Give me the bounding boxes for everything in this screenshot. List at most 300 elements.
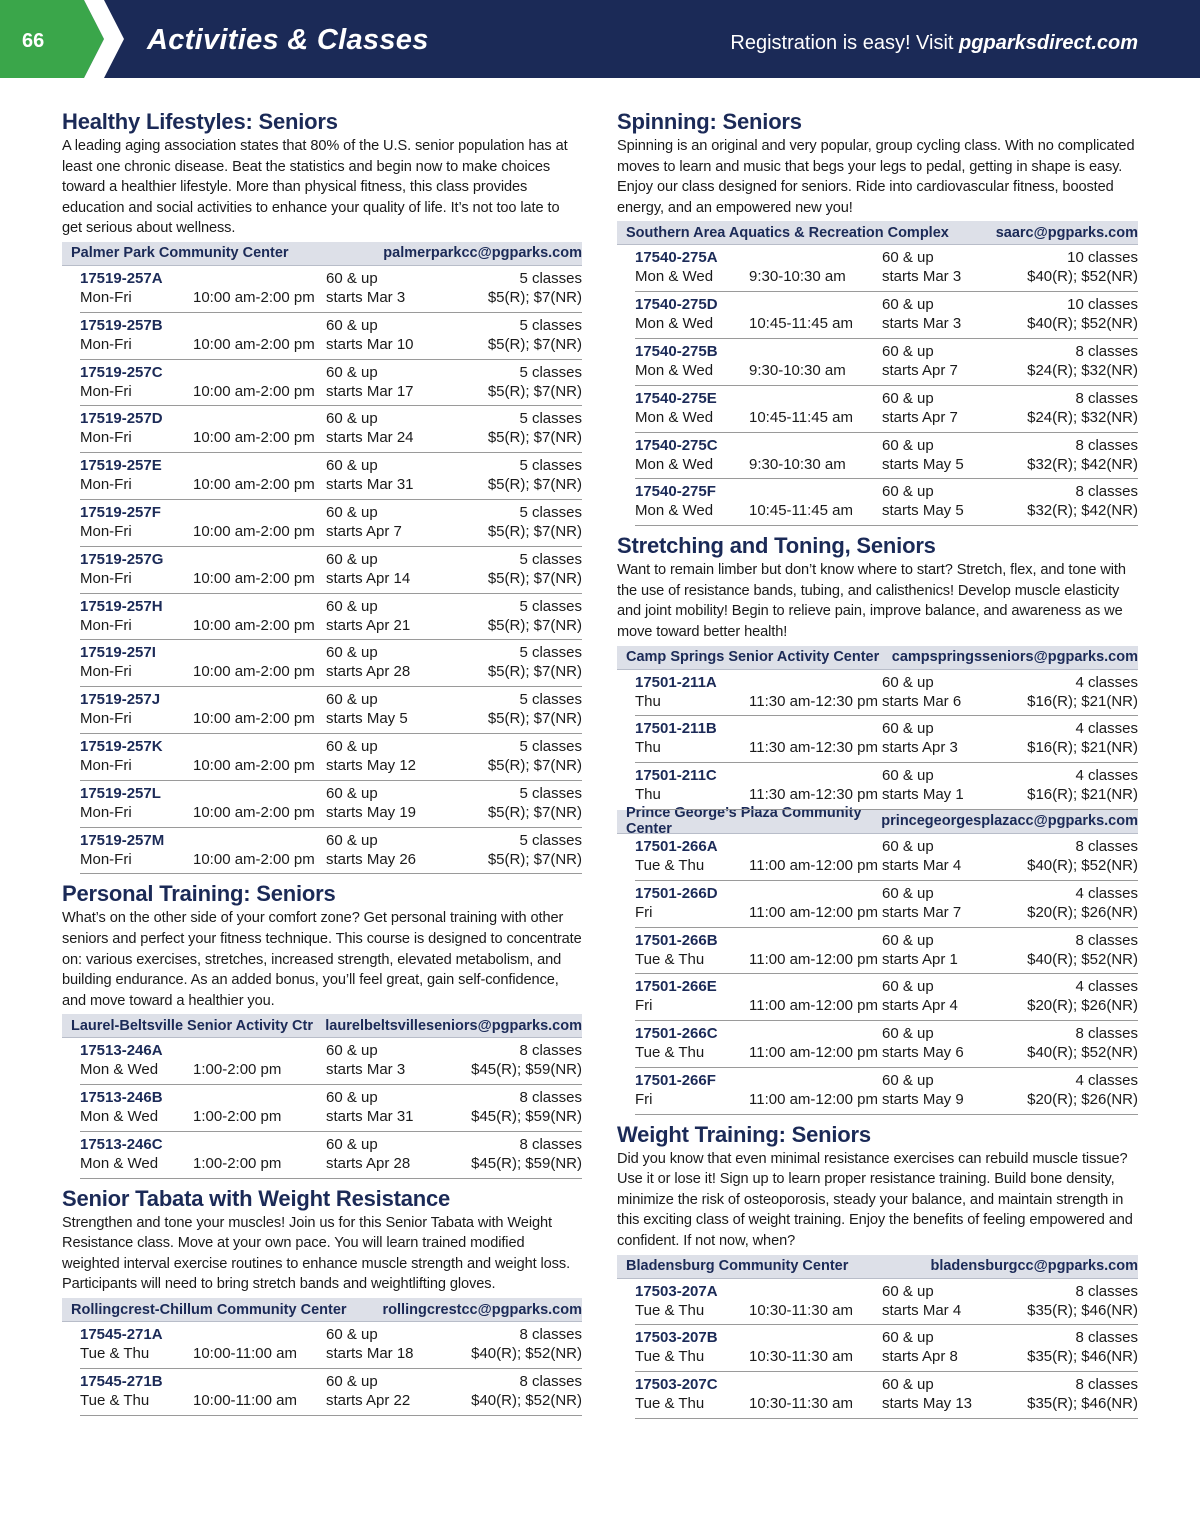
class-row: [80, 313, 582, 360]
class-start-date: starts Mar 6: [882, 692, 962, 710]
class-row: [635, 974, 1138, 1021]
class-time: 11:00 am-12:00 pm: [749, 950, 878, 968]
class-row: [80, 547, 582, 594]
class-code: 17501-266F: [635, 1071, 716, 1089]
class-count: 8 classes: [519, 1135, 582, 1153]
center-email-link[interactable]: saarc@pgparks.com: [995, 224, 1138, 241]
class-age: 60 & up: [882, 483, 934, 501]
class-count: 10 classes: [1067, 296, 1138, 314]
class-time: 10:45-11:45 am: [749, 408, 853, 426]
class-count: 8 classes: [1075, 1282, 1138, 1300]
class-days: Mon-Fri: [80, 476, 132, 494]
class-fee: $45(R); $59(NR): [471, 1061, 582, 1079]
class-age: 60 & up: [882, 1025, 934, 1043]
class-code: 17519-257A: [80, 269, 163, 287]
class-row: [635, 479, 1138, 526]
class-age: 60 & up: [882, 296, 934, 314]
class-time: 10:00 am-2:00 pm: [193, 850, 315, 868]
page-tab-arrow-icon: [0, 0, 124, 78]
class-code: 17519-257B: [80, 316, 163, 334]
class-days: Mon & Wed: [635, 502, 714, 520]
class-fee: $40(R); $52(NR): [1027, 315, 1138, 333]
class-start-date: starts Apr 14: [326, 569, 411, 587]
class-row: [635, 834, 1138, 881]
class-row: [635, 1021, 1138, 1068]
class-age: 60 & up: [326, 644, 378, 662]
class-count: 5 classes: [519, 784, 582, 802]
class-age: 60 & up: [882, 837, 934, 855]
class-days: Fri: [635, 997, 653, 1015]
class-days: Mon & Wed: [80, 1108, 159, 1126]
class-count: 4 classes: [1075, 884, 1138, 902]
class-row: [635, 928, 1138, 975]
class-count: 5 classes: [519, 737, 582, 755]
class-days: Mon-Fri: [80, 569, 132, 587]
class-age: 60 & up: [326, 550, 378, 568]
class-start-date: starts Mar 24: [326, 429, 414, 447]
class-row: [80, 453, 582, 500]
class-days: Tue & Thu: [635, 1044, 705, 1062]
class-row: [635, 245, 1138, 292]
class-count: 8 classes: [519, 1326, 582, 1344]
class-start-date: starts Apr 22: [326, 1391, 411, 1409]
class-code: 17540-275D: [635, 296, 718, 314]
section-description: What’s on the other side of your comfort zone? Get personal training with other seniors and perfect your fitness technique. This course is designed to concentrate on: various exercises, stretches, increased strength, elevated metabolism, and building endurance. As an added bonus, you’ll feel great, gain self-confidence, and move toward a healthier you.: [62, 910, 582, 1009]
class-age: 60 & up: [882, 1376, 934, 1394]
class-section: [62, 880, 582, 1178]
class-table: [80, 266, 582, 874]
section-title: Healthy Lifestyles: Seniors: [62, 109, 338, 134]
class-fee: $5(R); $7(NR): [487, 803, 582, 821]
class-start-date: starts Mar 31: [326, 476, 414, 494]
class-count: 5 classes: [519, 597, 582, 615]
class-row: [80, 1085, 582, 1132]
section-description: A leading aging association states that 80% of the U.S. senior population has at least one chronic disease. Beat the statistics and begin now to make choices toward a healthier lifestyle. More than physical fitness, this class provides education and social activities to enhance your quality of life. It’s not too late to get serious about wellness.: [62, 138, 568, 237]
center-header: [62, 1014, 582, 1038]
class-time: 10:45-11:45 am: [749, 315, 853, 333]
class-age: 60 & up: [882, 931, 934, 949]
center-header: [62, 1298, 582, 1322]
class-start-date: starts Mar 10: [326, 335, 414, 353]
center-name: Prince George’s Plaza Community Center: [626, 805, 862, 838]
class-section: [62, 1185, 582, 1416]
class-count: 8 classes: [1075, 1025, 1138, 1043]
class-code: 17545-271B: [80, 1372, 163, 1390]
class-count: 8 classes: [1075, 483, 1138, 501]
class-age: 60 & up: [882, 1282, 934, 1300]
class-fee: $20(R); $26(NR): [1027, 1090, 1138, 1108]
class-row: [80, 1038, 582, 1085]
class-row: [635, 386, 1138, 433]
class-count: 5 classes: [519, 831, 582, 849]
class-age: 60 & up: [882, 342, 934, 360]
class-code: 17513-246C: [80, 1135, 163, 1153]
class-row: [635, 1372, 1138, 1419]
class-time: 10:00 am-2:00 pm: [193, 382, 315, 400]
class-time: 1:00-2:00 pm: [193, 1108, 282, 1126]
class-days: Mon & Wed: [635, 268, 714, 286]
class-count: 5 classes: [519, 410, 582, 428]
class-count: 4 classes: [1075, 720, 1138, 738]
class-time: 11:00 am-12:00 pm: [749, 1044, 878, 1062]
class-time: 10:00-11:00 am: [193, 1345, 297, 1363]
class-fee: $40(R); $52(NR): [1027, 1044, 1138, 1062]
class-count: 4 classes: [1075, 673, 1138, 691]
class-start-date: starts May 6: [882, 1044, 964, 1062]
section-description: Strengthen and tone your muscles! Join us for this Senior Tabata with Weight Resistance class. Move at your own pace. You will learn trained modified weighted interval exercise routines to enhance muscle strength and weight loss. Participants will need to bring stretch bands and weightlifting gloves.: [62, 1214, 571, 1293]
center-name: Palmer Park Community Center: [71, 245, 289, 262]
class-time: 11:00 am-12:00 pm: [749, 903, 878, 921]
class-start-date: starts Apr 8: [882, 1348, 958, 1366]
class-age: 60 & up: [326, 410, 378, 428]
class-fee: $20(R); $26(NR): [1027, 997, 1138, 1015]
class-fee: $32(R); $42(NR): [1027, 502, 1138, 520]
class-fee: $5(R); $7(NR): [487, 288, 582, 306]
class-days: Tue & Thu: [635, 950, 705, 968]
center-header: [617, 221, 1138, 245]
class-age: 60 & up: [882, 720, 934, 738]
class-time: 10:00 am-2:00 pm: [193, 335, 315, 353]
class-code: 17519-257J: [80, 691, 161, 709]
class-fee: $24(R); $32(NR): [1027, 361, 1138, 379]
class-time: 10:00 am-2:00 pm: [193, 710, 315, 728]
class-code: 17501-211C: [635, 767, 717, 785]
class-row: [635, 1279, 1138, 1326]
class-start-date: starts May 9: [882, 1090, 964, 1108]
class-fee: $20(R); $26(NR): [1027, 903, 1138, 921]
class-days: Thu: [635, 786, 661, 804]
class-code: 17519-257H: [80, 597, 163, 615]
class-count: 10 classes: [1067, 249, 1138, 267]
class-row: [80, 1322, 582, 1369]
class-code: 17519-257L: [80, 784, 161, 802]
class-days: Thu: [635, 739, 661, 757]
class-fee: $35(R); $46(NR): [1027, 1395, 1138, 1413]
class-time: 10:00 am-2:00 pm: [193, 756, 315, 774]
class-time: 1:00-2:00 pm: [193, 1154, 282, 1172]
class-row: [80, 406, 582, 453]
class-row: [80, 781, 582, 828]
class-days: Mon-Fri: [80, 382, 132, 400]
class-days: Mon & Wed: [80, 1154, 159, 1172]
class-days: Mon-Fri: [80, 288, 132, 306]
class-row: [80, 1369, 582, 1416]
class-time: 10:00 am-2:00 pm: [193, 429, 315, 447]
class-start-date: starts Apr 7: [326, 522, 402, 540]
class-age: 60 & up: [882, 673, 934, 691]
class-fee: $35(R); $46(NR): [1027, 1301, 1138, 1319]
class-code: 17501-211B: [635, 720, 717, 738]
class-time: 10:30-11:30 am: [749, 1395, 853, 1413]
class-fee: $5(R); $7(NR): [487, 335, 582, 353]
class-count: 8 classes: [1075, 342, 1138, 360]
class-code: 17519-257K: [80, 737, 163, 755]
section-title: Stretching and Toning, Seniors: [617, 533, 936, 559]
class-fee: $40(R); $52(NR): [1027, 950, 1138, 968]
class-fee: $16(R); $21(NR): [1027, 739, 1138, 757]
class-count: 8 classes: [1075, 436, 1138, 454]
class-age: 60 & up: [326, 1042, 378, 1060]
class-start-date: starts Mar 17: [326, 382, 414, 400]
class-count: 8 classes: [1075, 837, 1138, 855]
class-count: 8 classes: [519, 1089, 582, 1107]
class-age: 60 & up: [882, 1071, 934, 1089]
class-count: 5 classes: [519, 503, 582, 521]
center-email-link[interactable]: palmerparkcc@pgparks.com: [383, 245, 582, 262]
center-email-link[interactable]: bladensburgcc@pgparks.com: [930, 1258, 1138, 1275]
class-row: [635, 670, 1138, 717]
class-fee: $40(R); $52(NR): [1027, 268, 1138, 286]
class-fee: $5(R); $7(NR): [487, 616, 582, 634]
class-start-date: starts May 26: [326, 850, 417, 868]
class-days: Thu: [635, 692, 661, 710]
class-days: Tue & Thu: [80, 1345, 150, 1363]
class-code: 17503-207B: [635, 1329, 718, 1347]
class-count: 5 classes: [519, 457, 582, 475]
class-row: [80, 266, 582, 313]
class-row: [635, 1325, 1138, 1372]
class-age: 60 & up: [326, 737, 378, 755]
class-code: 17519-257M: [80, 831, 165, 849]
registration-note: [730, 32, 1138, 55]
class-code: 17501-266A: [635, 837, 718, 855]
class-days: Tue & Thu: [635, 856, 705, 874]
class-row: [80, 687, 582, 734]
class-age: 60 & up: [882, 767, 934, 785]
class-code: 17501-266D: [635, 884, 718, 902]
section-description: Spinning is an original and very popular, group cycling class. With no complicated moves to learn and music that begs your legs to pedal, getting in shape is easy. Enjoy our class designed for seniors. Ride into cardiovascular fitness, boosted energy, and an empowered new you!: [617, 138, 1135, 216]
class-start-date: starts Apr 7: [882, 361, 958, 379]
class-row: [635, 716, 1138, 763]
class-fee: $5(R); $7(NR): [487, 850, 582, 868]
class-start-date: starts Mar 31: [326, 1108, 414, 1126]
class-count: 8 classes: [1075, 931, 1138, 949]
class-count: 8 classes: [519, 1042, 582, 1060]
class-start-date: starts May 5: [882, 502, 964, 520]
class-age: 60 & up: [882, 436, 934, 454]
class-start-date: starts Mar 18: [326, 1345, 414, 1363]
class-start-date: starts Apr 28: [326, 663, 411, 681]
class-start-date: starts Apr 4: [882, 997, 958, 1015]
class-table: [635, 834, 1138, 1115]
class-start-date: starts May 5: [882, 455, 964, 473]
class-days: Fri: [635, 1090, 653, 1108]
class-row: [80, 828, 582, 875]
class-age: 60 & up: [326, 1372, 378, 1390]
class-fee: $5(R); $7(NR): [487, 382, 582, 400]
center-email-link[interactable]: laurelbeltsvilleseniors@pgparks.com: [325, 1017, 582, 1034]
class-code: 17519-257D: [80, 410, 163, 428]
class-time: 10:30-11:30 am: [749, 1301, 853, 1319]
class-days: Mon & Wed: [635, 408, 714, 426]
class-start-date: starts Mar 3: [326, 1061, 406, 1079]
class-count: 5 classes: [519, 316, 582, 334]
class-time: 10:30-11:30 am: [749, 1348, 853, 1366]
class-code: 17519-257F: [80, 503, 161, 521]
class-code: 17501-266C: [635, 1025, 718, 1043]
class-time: 9:30-10:30 am: [749, 361, 846, 379]
class-row: [635, 433, 1138, 480]
page-number: 66: [22, 30, 45, 52]
class-fee: $35(R); $46(NR): [1027, 1348, 1138, 1366]
class-time: 9:30-10:30 am: [749, 455, 846, 473]
class-age: 60 & up: [326, 691, 378, 709]
center-name: Bladensburg Community Center: [626, 1258, 849, 1275]
class-code: 17503-207C: [635, 1376, 718, 1394]
section-description: Did you know that even minimal resistance exercises can rebuild muscle tissue? Use it or lose it! Sign up to learn proper resistance training. Build bone density, minimize the risk of osteoporosis, steady your balance, and maintain strength in this exciting class of weight training. Enjoy the benefits of feeling empowered and confident. If not now, when?: [617, 1150, 1133, 1250]
class-fee: $45(R); $59(NR): [471, 1154, 582, 1172]
class-days: Mon-Fri: [80, 429, 132, 447]
class-age: 60 & up: [882, 389, 934, 407]
class-age: 60 & up: [326, 503, 378, 521]
center-header: [617, 1255, 1138, 1279]
class-days: Mon-Fri: [80, 850, 132, 868]
class-count: 4 classes: [1075, 978, 1138, 996]
class-start-date: starts Mar 7: [882, 903, 962, 921]
class-count: 5 classes: [519, 550, 582, 568]
section-title: Spinning: Seniors: [617, 109, 802, 134]
page-title: Activities & Classes: [147, 24, 429, 56]
class-row: [80, 734, 582, 781]
class-time: 11:30 am-12:30 pm: [749, 692, 878, 710]
class-count: 8 classes: [1075, 1329, 1138, 1347]
class-code: 17540-275A: [635, 249, 718, 267]
class-days: Mon-Fri: [80, 522, 132, 540]
center-name: Southern Area Aquatics & Recreation Complex: [626, 224, 949, 241]
class-count: 4 classes: [1075, 1071, 1138, 1089]
class-table: [635, 1279, 1138, 1419]
class-fee: $45(R); $59(NR): [471, 1108, 582, 1126]
class-fee: $5(R); $7(NR): [487, 710, 582, 728]
class-fee: $5(R); $7(NR): [487, 476, 582, 494]
class-days: Mon-Fri: [80, 756, 132, 774]
class-code: 17540-275C: [635, 436, 718, 454]
class-count: 5 classes: [519, 691, 582, 709]
section-title: Weight Training: Seniors: [617, 1121, 871, 1147]
class-fee: $32(R); $42(NR): [1027, 455, 1138, 473]
right-column: [617, 108, 1138, 1425]
class-count: 8 classes: [1075, 389, 1138, 407]
class-time: 9:30-10:30 am: [749, 268, 846, 286]
class-fee: $40(R); $52(NR): [1027, 856, 1138, 874]
class-days: Mon & Wed: [635, 315, 714, 333]
class-start-date: starts May 13: [882, 1395, 973, 1413]
center-email-link[interactable]: campspringsseniors@pgparks.com: [891, 649, 1138, 666]
class-code: 17519-257I: [80, 644, 156, 662]
page-number-tab: [0, 0, 124, 78]
class-days: Mon & Wed: [635, 455, 714, 473]
class-section: [62, 108, 582, 874]
class-code: 17501-211A: [635, 673, 717, 691]
class-time: 10:00 am-2:00 pm: [193, 663, 315, 681]
class-days: Mon & Wed: [80, 1061, 159, 1079]
class-count: 8 classes: [519, 1372, 582, 1390]
class-code: 17501-266E: [635, 978, 717, 996]
center-name: Rollingcrest-Chillum Community Center: [71, 1301, 347, 1318]
class-days: Tue & Thu: [80, 1391, 150, 1409]
class-code: 17501-266B: [635, 931, 718, 949]
class-fee: $16(R); $21(NR): [1027, 786, 1138, 804]
class-time: 10:45-11:45 am: [749, 502, 853, 520]
class-fee: $5(R); $7(NR): [487, 569, 582, 587]
class-days: Mon-Fri: [80, 803, 132, 821]
class-time: 10:00 am-2:00 pm: [193, 522, 315, 540]
class-code: 17519-257E: [80, 457, 162, 475]
class-time: 10:00 am-2:00 pm: [193, 288, 315, 306]
class-fee: $16(R); $21(NR): [1027, 692, 1138, 710]
class-start-date: starts Mar 3: [882, 268, 962, 286]
class-age: 60 & up: [882, 884, 934, 902]
class-section: [617, 108, 1138, 526]
class-days: Tue & Thu: [635, 1301, 705, 1319]
class-time: 10:00 am-2:00 pm: [193, 803, 315, 821]
class-time: 10:00-11:00 am: [193, 1391, 297, 1409]
class-row: [635, 292, 1138, 339]
center-email-link[interactable]: rollingcrestcc@pgparks.com: [382, 1301, 582, 1318]
class-section: [617, 532, 1138, 1115]
class-count: 5 classes: [519, 644, 582, 662]
class-start-date: starts May 12: [326, 756, 417, 774]
class-code: 17513-246B: [80, 1089, 163, 1107]
class-row: [635, 339, 1138, 386]
center-header: [62, 242, 582, 266]
class-count: 5 classes: [519, 363, 582, 381]
class-time: 11:00 am-12:00 pm: [749, 997, 878, 1015]
left-column: [62, 108, 582, 1422]
class-fee: $40(R); $52(NR): [471, 1345, 582, 1363]
class-table: [635, 245, 1138, 526]
class-days: Mon-Fri: [80, 663, 132, 681]
class-time: 10:00 am-2:00 pm: [193, 616, 315, 634]
class-fee: $40(R); $52(NR): [471, 1391, 582, 1409]
class-time: 1:00-2:00 pm: [193, 1061, 282, 1079]
center-name: Laurel-Beltsville Senior Activity Ctr: [71, 1017, 314, 1034]
class-age: 60 & up: [882, 978, 934, 996]
class-start-date: starts Mar 4: [882, 1301, 962, 1319]
class-age: 60 & up: [326, 597, 378, 615]
class-start-date: starts Apr 21: [326, 616, 411, 634]
class-time: 10:00 am-2:00 pm: [193, 476, 315, 494]
class-days: Mon & Wed: [635, 361, 714, 379]
class-row: [80, 1132, 582, 1179]
class-code: 17540-275E: [635, 389, 717, 407]
page-header: [0, 0, 1200, 78]
class-start-date: starts Mar 4: [882, 856, 962, 874]
class-code: 17519-257C: [80, 363, 163, 381]
class-days: Mon-Fri: [80, 710, 132, 728]
class-start-date: starts Apr 1: [882, 950, 958, 968]
class-age: 60 & up: [326, 457, 378, 475]
registration-link[interactable]: pgparksdirect.com: [959, 32, 1138, 54]
class-count: 4 classes: [1075, 767, 1138, 785]
class-start-date: starts Apr 7: [882, 408, 958, 426]
class-age: 60 & up: [326, 363, 378, 381]
center-header: [617, 805, 1138, 838]
class-row: [635, 1068, 1138, 1115]
class-days: Mon-Fri: [80, 335, 132, 353]
class-time: 11:00 am-12:00 pm: [749, 856, 878, 874]
center-name: Camp Springs Senior Activity Center: [626, 649, 880, 666]
class-time: 11:30 am-12:30 pm: [749, 739, 878, 757]
class-days: Mon-Fri: [80, 616, 132, 634]
class-fee: $5(R); $7(NR): [487, 429, 582, 447]
class-code: 17519-257G: [80, 550, 164, 568]
class-row: [80, 500, 582, 547]
class-section: [617, 1121, 1138, 1419]
class-fee: $24(R); $32(NR): [1027, 408, 1138, 426]
class-count: 5 classes: [519, 269, 582, 287]
center-email-link[interactable]: princegeorgesplazacc@pgparks.com: [881, 813, 1138, 830]
